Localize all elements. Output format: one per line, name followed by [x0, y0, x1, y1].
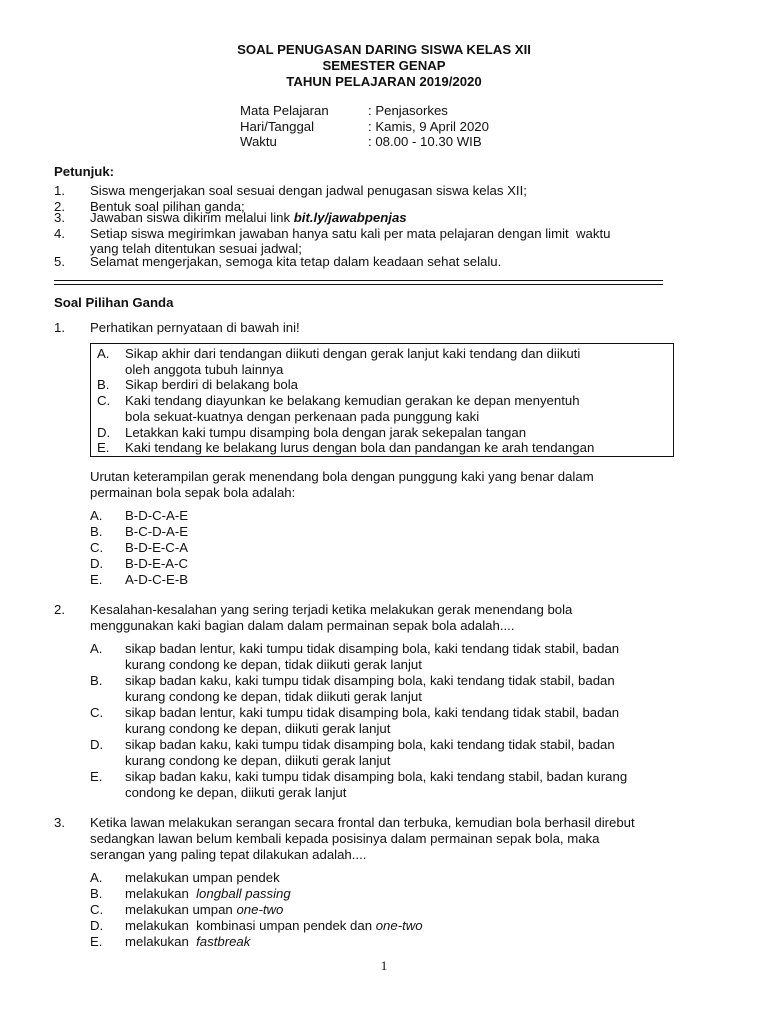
option-text-continued[interactable]: kurang condong ke depan, tidak diikuti gerak lanjut	[125, 689, 422, 704]
meta-value-date: : Kamis, 9 April 2020	[368, 119, 489, 134]
question-text: Kesalahan-kesalahan yang sering terjadi ketika melakukan gerak menendang bola	[90, 602, 573, 617]
option-letter: E.	[90, 934, 103, 949]
option-letter: E.	[90, 769, 103, 784]
option-text[interactable]: sikap badan kaku, kaki tumpu tidak disamping bola, kaki tendang stabil, badan kurang	[125, 769, 628, 784]
option-letter: B.	[90, 886, 103, 901]
divider-line	[54, 284, 663, 285]
instruction-text: Selamat mengerjakan, semoga kita tetap dalam keadaan sehat selalu.	[90, 254, 502, 269]
option-text-plain: melakukan kombinasi umpan pendek dan	[125, 918, 376, 933]
option-letter: D.	[90, 737, 104, 752]
option-text-continued[interactable]: kurang condong ke depan, diikuti gerak lanjut	[125, 721, 391, 736]
option-letter: A.	[90, 870, 103, 885]
statement-letter: D.	[97, 425, 111, 440]
statement-text-continued: oleh anggota tubuh lainnya	[125, 362, 284, 377]
page-number: 1	[380, 958, 388, 973]
option-text-italic: one-two	[375, 918, 423, 933]
instructions-heading: Petunjuk:	[54, 164, 115, 179]
statement-text-continued: bola sekuat-kuatnya dengan perkenaan pada punggung kaki	[125, 409, 480, 424]
option-letter: E.	[90, 572, 103, 587]
option-text[interactable]: B-D-E-A-C	[125, 556, 189, 571]
option-letter: C.	[90, 902, 104, 917]
divider-line	[54, 280, 663, 281]
answer-link[interactable]: bit.ly/jawabpenjas	[293, 210, 407, 225]
question-text-continued: serangan yang paling tepat dilakukan adalah....	[90, 847, 367, 862]
option-text[interactable]: B-D-C-A-E	[125, 508, 189, 523]
section-title: Soal Pilihan Ganda	[54, 295, 174, 310]
statement-text: Sikap akhir dari tendangan diikuti dengan gerak lanjut kaki tendang dan diikuti	[125, 346, 581, 361]
instruction-text-before-link: Jawaban siswa dikirim melalui link	[90, 210, 294, 225]
option-text[interactable]: sikap badan kaku, kaki tumpu tidak disamping bola, kaki tendang tidak stabil, badan	[125, 737, 615, 752]
option-text[interactable]: melakukan umpan pendek	[125, 870, 280, 885]
option-text-italic: longball passing	[196, 886, 291, 901]
meta-label-subject: Mata Pelajaran	[240, 103, 329, 118]
statement-text: Kaki tendang diayunkan ke belakang kemudian gerakan ke depan menyentuh	[125, 393, 580, 408]
option-text-plain: melakukan	[125, 886, 197, 901]
option-text[interactable]: B-D-E-C-A	[125, 540, 189, 555]
meta-value-subject: : Penjasorkes	[368, 103, 448, 118]
instruction-number: 4.	[54, 226, 65, 241]
instruction-number: 2.	[54, 199, 65, 214]
option-text[interactable]	[125, 934, 250, 950]
option-text-continued[interactable]: condong ke depan, diikuti gerak lanjut	[125, 785, 347, 800]
question-text: Urutan keterampilan gerak menendang bola dengan punggung kaki yang benar dalam	[90, 469, 594, 484]
option-letter: C.	[90, 540, 104, 555]
option-text-plain: melakukan	[125, 934, 197, 949]
option-text[interactable]	[125, 886, 291, 902]
option-letter: B.	[90, 524, 103, 539]
question-prompt: Perhatikan pernyataan di bawah ini!	[90, 320, 300, 335]
option-text-continued[interactable]: kurang condong ke depan, tidak diikuti gerak lanjut	[125, 657, 422, 672]
option-text[interactable]: sikap badan kaku, kaki tumpu tidak disamping bola, kaki tendang tidak stabil, badan	[125, 673, 615, 688]
question-number: 3.	[54, 815, 65, 830]
option-text-plain: melakukan umpan	[125, 902, 237, 917]
instruction-text: Bentuk soal pilihan ganda;	[90, 199, 245, 214]
statement-text: Sikap berdiri di belakang bola	[125, 377, 299, 392]
instruction-text: Siswa mengerjakan soal sesuai dengan jadwal penugasan siswa kelas XII;	[90, 183, 527, 198]
statement-text: Letakkan kaki tumpu disamping bola dengan jarak sekepalan tangan	[125, 425, 527, 440]
option-text[interactable]: A-D-C-E-B	[125, 572, 189, 587]
option-text-italic: one-two	[236, 902, 284, 917]
header-title-line1: SOAL PENUGASAN DARING SISWA KELAS XII	[237, 42, 531, 57]
option-letter: D.	[90, 556, 104, 571]
option-letter: C.	[90, 705, 104, 720]
meta-label-date: Hari/Tanggal	[240, 119, 315, 134]
option-letter: D.	[90, 918, 104, 933]
instruction-number: 1.	[54, 183, 65, 198]
instruction-text	[90, 210, 407, 226]
option-text[interactable]: sikap badan lentur, kaki tumpu tidak disamping bola, kaki tendang tidak stabil, badan	[125, 705, 620, 720]
statement-letter: E.	[97, 440, 110, 455]
instruction-number: 5.	[54, 254, 65, 269]
question-text: Ketika lawan melakukan serangan secara frontal dan terbuka, kemudian bola berhasil direbut	[90, 815, 635, 830]
option-letter: A.	[90, 641, 103, 656]
instruction-number: 3.	[54, 210, 65, 225]
question-number: 1.	[54, 320, 65, 335]
option-letter: B.	[90, 673, 103, 688]
option-text-italic: fastbreak	[196, 934, 251, 949]
option-text[interactable]	[125, 918, 423, 934]
option-text[interactable]: sikap badan lentur, kaki tumpu tidak disamping bola, kaki tendang tidak stabil, badan	[125, 641, 620, 656]
question-text-continued: permainan bola sepak bola adalah:	[90, 485, 296, 500]
header-title-line3: TAHUN PELAJARAN 2019/2020	[286, 74, 482, 89]
meta-label-time: Waktu	[240, 134, 277, 149]
header-title-line2: SEMESTER GENAP	[322, 58, 446, 73]
instruction-text-continued: yang telah ditentukan sesuai jadwal;	[90, 241, 302, 256]
instruction-text: Setiap siswa megirimkan jawaban hanya satu kali per mata pelajaran dengan limit waktu	[90, 226, 611, 241]
question-number: 2.	[54, 602, 65, 617]
statement-letter: B.	[97, 377, 110, 392]
option-text-continued[interactable]: kurang condong ke depan, diikuti gerak lanjut	[125, 753, 391, 768]
option-letter: A.	[90, 508, 103, 523]
statement-letter: A.	[97, 346, 110, 361]
meta-value-time: : 08.00 - 10.30 WIB	[368, 134, 482, 149]
option-text[interactable]: B-C-D-A-E	[125, 524, 189, 539]
question-text-continued: menggunakan kaki bagian dalam dalam permainan sepak bola adalah....	[90, 618, 515, 633]
option-text[interactable]	[125, 902, 283, 918]
question-text-continued: sedangkan lawan belum kembali kepada posisinya dalam permainan sepak bola, maka	[90, 831, 600, 846]
statement-letter: C.	[97, 393, 111, 408]
statement-text: Kaki tendang ke belakang lurus dengan bola dan pandangan ke arah tendangan	[125, 440, 595, 455]
